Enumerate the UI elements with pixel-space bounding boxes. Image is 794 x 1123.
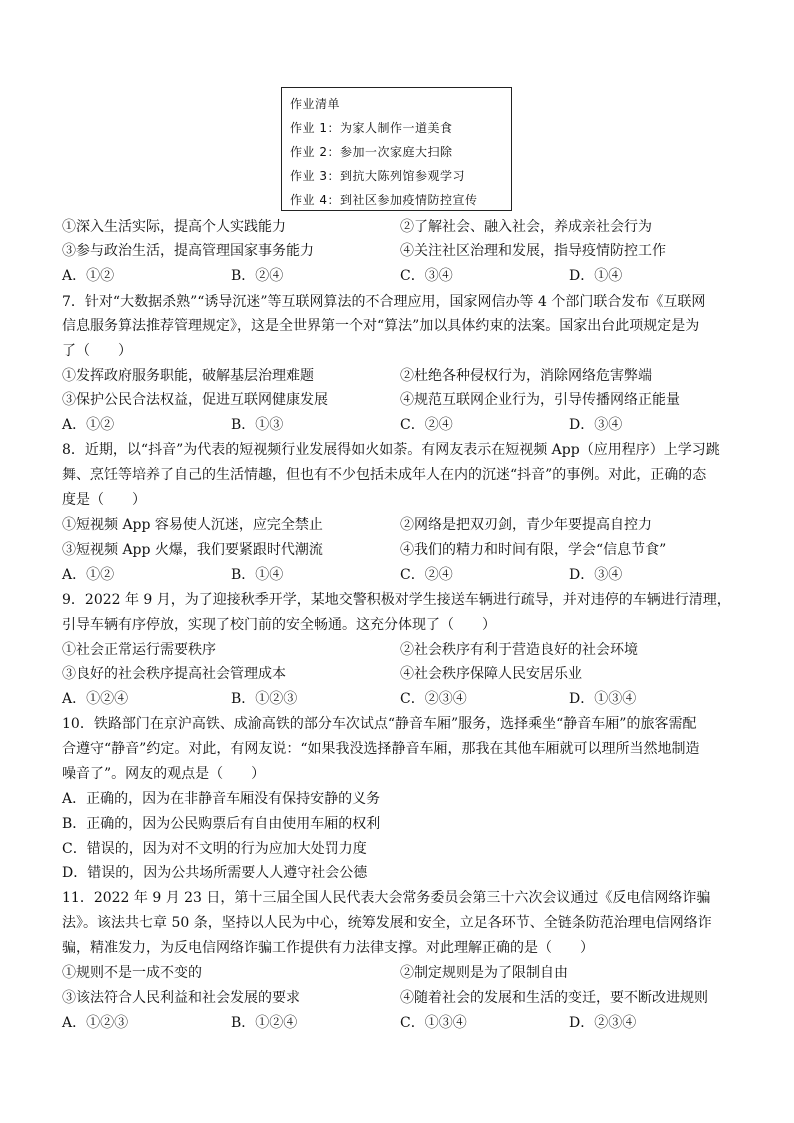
q10-text-line-1: 10．铁路部门在京沪高铁、成渝高铁的部分车次试点“静音车厢”服务，选择乘坐“静音车厢”的旅客需配	[62, 716, 697, 732]
q9-statement-1: ①社会正常运行需要秩序	[62, 642, 216, 658]
q6-option-a[interactable]: A．①②	[62, 268, 115, 284]
q9-text-line-1: 9．2022 年 9 月，为了迎接秋季开学，某地交警积极对学生接送车辆进行疏导，并对违停的车辆进行清理，	[62, 592, 731, 608]
q9-statement-3: ③良好的社会秩序提高社会管理成本	[62, 666, 286, 682]
q8-option-b[interactable]: B．①④	[231, 567, 284, 583]
q7-option-a[interactable]: A．①②	[62, 417, 115, 433]
q6-option-c[interactable]: C．③④	[400, 268, 453, 284]
q6-option-b[interactable]: B．②④	[231, 268, 284, 284]
q11-option-d[interactable]: D．②③④	[569, 1015, 637, 1031]
q8-text-line-1: 8．近期，以“抖音”为代表的短视频行业发展得如火如荼。有网友表示在短视频 App（应用程序）上学习跳	[62, 442, 720, 458]
homework-item-1: 作业 1：为家人制作一道美食	[290, 121, 453, 135]
homework-list-box	[281, 87, 512, 211]
q8-statement-2: ②网络是把双刃剑，青少年要提高自控力	[400, 517, 652, 533]
q7-statement-1: ①发挥政府服务职能，破解基层治理难题	[62, 368, 314, 384]
homework-list-title: 作业清单	[290, 97, 341, 111]
q6-statement-3: ③参与政治生活，提高管理国家事务能力	[62, 243, 314, 259]
q7-option-b[interactable]: B．①③	[231, 417, 284, 433]
q11-statement-4: ④随着社会的发展和生活的变迁，要不断改进规则	[400, 990, 708, 1006]
q9-text-line-2: 引导车辆有序停放，实现了校门前的安全畅通。这充分体现了（ ）	[62, 617, 496, 633]
q7-statement-3: ③保护公民合法权益，促进互联网健康发展	[62, 392, 328, 408]
homework-item-3: 作业 3：到抗大陈列馆参观学习	[290, 169, 465, 183]
q7-text-line-3: 了（ ）	[62, 343, 132, 359]
q7-statement-2: ②杜绝各种侵权行为，消除网络危害弊端	[400, 368, 652, 384]
q10-text-line-2: 合遵守“静音”约定。对此，有网友说：“如果我没选择静音车厢，那我在其他车厢就可以理所当然地制造	[62, 741, 700, 757]
q11-option-c[interactable]: C．①③④	[400, 1015, 467, 1031]
q11-statement-3: ③该法符合人民利益和社会发展的要求	[62, 990, 300, 1006]
q8-option-c[interactable]: C．②④	[400, 567, 453, 583]
q10-option-d[interactable]: D．错误的，因为公共场所需要人人遵守社会公德	[62, 865, 368, 881]
q6-statement-4: ④关注社区治理和发展，指导疫情防控工作	[400, 243, 666, 259]
q11-text-line-1: 11．2022 年 9 月 23 日，第十三届全国人民代表大会常务委员会第三十六次会议通过《反电信网络诈骗	[62, 890, 711, 906]
q8-statement-4: ④我们的精力和时间有限，学会“信息节食”	[400, 542, 667, 558]
q10-text-line-3: 噪音了”。网友的观点是（ ）	[62, 766, 266, 782]
homework-item-4: 作业 4：到社区参加疫情防控宣传	[290, 193, 478, 207]
q11-statement-1: ①规则不是一成不变的	[62, 965, 202, 981]
q7-text-line-2: 信息服务算法推荐管理规定》，这是全世界第一个对“算法”加以具体约束的法案。国家出台此项规定是为	[62, 318, 700, 334]
q7-option-c[interactable]: C．②④	[400, 417, 453, 433]
q8-option-a[interactable]: A．①②	[62, 567, 115, 583]
q11-option-b[interactable]: B．①②④	[231, 1015, 298, 1031]
q6-statement-2: ②了解社会、融入社会，养成亲社会行为	[400, 219, 652, 235]
q9-option-c[interactable]: C．②③④	[400, 691, 467, 707]
q6-statement-1: ①深入生活实际，提高个人实践能力	[62, 219, 286, 235]
q8-text-line-3: 度是（ ）	[62, 492, 146, 508]
q9-option-d[interactable]: D．①③④	[569, 691, 637, 707]
q10-option-b[interactable]: B．正确的，因为公民购票后有自由使用车厢的权利	[62, 816, 381, 832]
q9-option-a[interactable]: A．①②④	[62, 691, 129, 707]
q10-option-c[interactable]: C．错误的，因为对不文明的行为应加大处罚力度	[62, 841, 367, 857]
q7-text-line-1: 7．针对“大数据杀熟”“诱导沉迷”等互联网算法的不合理应用，国家网信办等 4 个部门联合发布《互联网	[62, 294, 706, 310]
q9-statement-2: ②社会秩序有利于营造良好的社会环境	[400, 642, 638, 658]
homework-item-2: 作业 2：参加一次家庭大扫除	[290, 145, 453, 159]
q8-statement-1: ①短视频 App 容易使人沉迷，应完全禁止	[62, 517, 323, 533]
q8-text-line-2: 舞、烹饪等培养了自己的生活情趣，但也有不少包括未成年人在内的沉迷“抖音”的事例。对此，正确的态	[62, 467, 707, 483]
q10-option-a[interactable]: A．正确的，因为在非静音车厢没有保持安静的义务	[62, 791, 381, 807]
q9-option-b[interactable]: B．①②③	[231, 691, 298, 707]
q8-statement-3: ③短视频 App 火爆，我们要紧跟时代潮流	[62, 542, 323, 558]
q7-option-d[interactable]: D．③④	[569, 417, 623, 433]
q9-statement-4: ④社会秩序保障人民安居乐业	[400, 666, 582, 682]
q11-text-line-3: 骗，精准发力，为反电信网络诈骗工作提供有力法律支撑。对此理解正确的是（ ）	[62, 940, 594, 956]
q8-option-d[interactable]: D．③④	[569, 567, 623, 583]
q6-option-d[interactable]: D．①④	[569, 268, 623, 284]
q7-statement-4: ④规范互联网企业行为，引导传播网络正能量	[400, 392, 680, 408]
q11-option-a[interactable]: A．①②③	[62, 1015, 129, 1031]
q11-text-line-2: 法》。该法共七章 50 条，坚持以人民为中心，统筹发展和安全，立足各环节、全链条防范治理电信网络诈	[62, 915, 712, 931]
q11-statement-2: ②制定规则是为了限制自由	[400, 965, 568, 981]
